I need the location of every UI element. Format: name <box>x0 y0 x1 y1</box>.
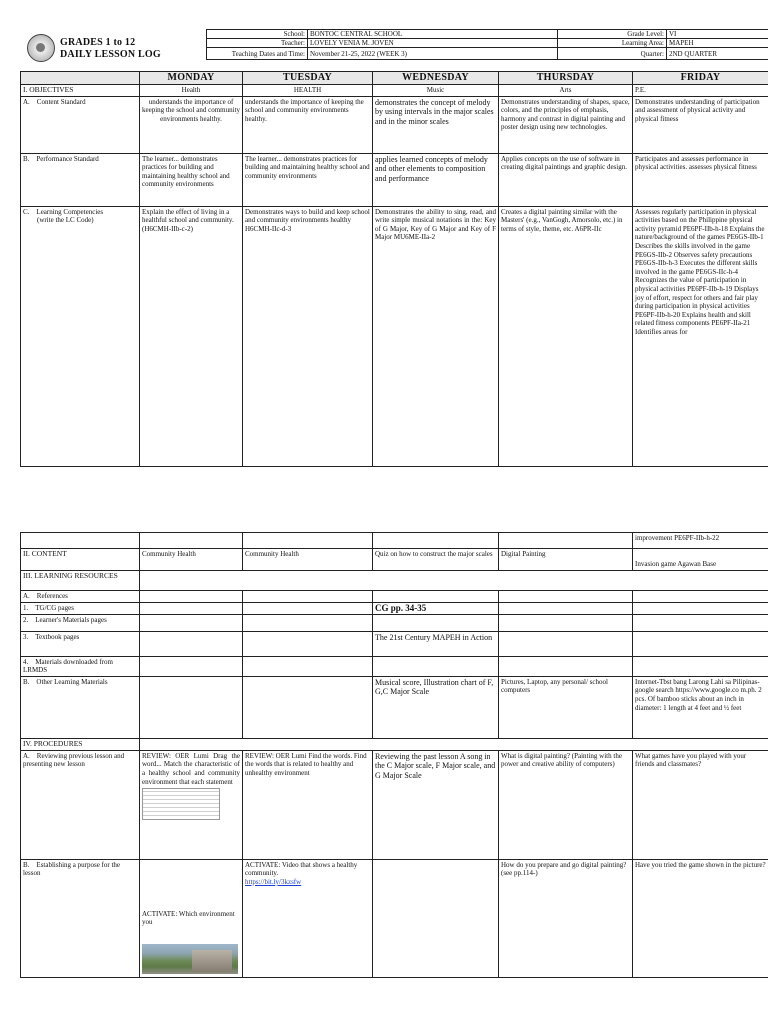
subject-monday: Health <box>140 85 243 97</box>
competencies-monday: Explain the effect of living in a healthful school and community. (H6CMH-IIb-c-2) <box>140 206 243 466</box>
purpose-thursday: How do you prepare and go digital painting? (see pp.114-) <box>499 859 633 977</box>
quarter-label: Quarter: <box>558 48 667 60</box>
continuation-blank-2 <box>140 533 243 549</box>
purpose-monday: ACTIVATE: Which environment you <box>140 859 243 977</box>
content-standard-label: A. Content Standard <box>21 96 140 153</box>
performance-standard-thursday: Applies concepts on the use of software in creating digital paintings and graphic design. <box>499 153 633 206</box>
content-friday: Invasion game Agawan Base <box>633 549 768 571</box>
content-monday: Community Health <box>140 549 243 571</box>
subject-thursday: Arts <box>499 85 633 97</box>
content-standard-thursday: Demonstrates understanding of shapes, space, colors, and the principles of emphasis, harmony and contrast in digital painting and poster design using new technologies. <box>499 96 633 153</box>
lesson-log-table-page-2 <box>20 532 768 978</box>
friday-continuation: improvement PE6PF-IIb-h-22 <box>633 533 768 549</box>
tg-pages-wednesday: CG pp. 34-35 <box>373 602 499 614</box>
performance-standard-label: B. Performance Standard <box>21 153 140 206</box>
competencies-thursday: Creates a digital painting similar with the Masters' (e.g., VanGogh, Amorsolo, etc.) in terms of style, theme, etc. A6PR-IIc <box>499 206 633 466</box>
quarter-value: 2ND QUARTER <box>667 48 768 60</box>
day-header-monday: MONDAY <box>140 72 243 85</box>
content-standard-monday: understands the importance of keeping the school and community environments healthy. <box>140 96 243 153</box>
review-friday: What games have you played with your friends and classmates? <box>633 750 768 859</box>
subject-friday: P.E. <box>633 85 768 97</box>
performance-standard-wednesday: applies learned concepts of melody and other elements to composition and performance <box>373 153 499 206</box>
grade-label: Grade Level: <box>558 30 667 39</box>
review-thursday: What is digital painting? (Painting with the power and creative ability of computers) <box>499 750 633 859</box>
textbook-pages-label: 3. Textbook pages <box>21 631 140 656</box>
content-section-label: II. CONTENT <box>21 549 140 571</box>
references-label: A. References <box>21 591 140 603</box>
content-standard-tuesday: understands the importance of keeping the school and community environments healthy. <box>243 96 373 153</box>
day-header-tuesday: TUESDAY <box>243 72 373 85</box>
continuation-blank-4 <box>373 533 499 549</box>
title-line-2: DAILY LESSON LOG <box>60 49 161 60</box>
subject-tuesday: HEALTH <box>243 85 373 97</box>
matching-activity-thumbnail <box>142 788 220 820</box>
teacher-label: Teacher: <box>207 39 308 48</box>
dates-value: November 21-25, 2022 (WEEK 3) <box>308 48 558 60</box>
review-monday: REVIEW: OER Lumi Drag the word... Match the characteristic of a healthy school and community environment that each statement <box>142 751 240 786</box>
continuation-blank-5 <box>499 533 633 549</box>
performance-standard-friday: Participates and assesses performance in physical activities. assesses physical fitness <box>633 153 768 206</box>
purpose-tuesday-cell <box>243 859 373 977</box>
lc-code-note: (write the LC Code) <box>37 216 94 225</box>
competencies-wednesday: Demonstrates the ability to sing, read, and write simple musical notations in the: Key of G Major, Key of G Major and Key of F Major MU6ME-IIa-2 <box>373 206 499 466</box>
other-materials-friday: Internet-Tbst bang Larong Lahi sa Pilipinas- google search https://www.google.co m.ph. 2 pcs. Of bamboo sticks about an inch in diameter: 1 length at 4 feet and ½ feet <box>633 676 768 738</box>
resources-blank <box>140 571 768 591</box>
lesson-log-table-page-1 <box>20 71 768 467</box>
other-materials-label: B. Other Learning Materials <box>21 676 140 738</box>
learning-competencies-label: C. Learning Competencies <box>23 207 104 216</box>
content-standard-friday: Demonstrates understanding of participation and assessment of physical activity and physical fitness <box>633 96 768 153</box>
resources-section-label: III. LEARNING RESOURCES <box>21 571 140 591</box>
content-standard-wednesday: demonstrates the concept of melody by using intervals in the major scales and in the minor scales <box>373 96 499 153</box>
school-value: BONTOC CENTRAL SCHOOL <box>308 30 558 39</box>
deped-seal-logo <box>27 34 55 62</box>
grade-value: VI <box>667 30 768 39</box>
performance-standard-monday: The learner... demonstrates practices for building and maintaining healthy school and community environments <box>140 153 243 206</box>
day-header-wednesday: WEDNESDAY <box>373 72 499 85</box>
continuation-blank-1 <box>21 533 140 549</box>
other-materials-wednesday: Musical score, Illustration chart of F, G,C Major Scale <box>373 676 499 738</box>
review-monday-cell <box>140 750 243 859</box>
video-link[interactable]: https://bit.ly/3kzsfw <box>245 877 302 886</box>
content-wednesday: Quiz on how to construct the major scales <box>373 549 499 571</box>
dates-label: Teaching Dates and Time: <box>207 48 308 60</box>
performance-standard-tuesday: The learner... demonstrates practices for building and maintaining healthy school and community environments <box>243 153 373 206</box>
content-tuesday: Community Health <box>243 549 373 571</box>
area-label: Learning Area: <box>558 39 667 48</box>
day-header-friday: FRIDAY <box>633 72 768 85</box>
title-line-1: GRADES 1 to 12 <box>60 37 136 48</box>
review-tuesday: REVIEW: OER Lumi Find the words. Find the words that is related to healthy and unhealthy environment <box>243 750 373 859</box>
subject-wednesday: Music <box>373 85 499 97</box>
day-header-blank <box>21 72 140 85</box>
tg-pages-label: 1. TG/CG pages <box>21 602 140 614</box>
review-wednesday: Reviewing the past lesson A song in the C Major scale, F Major scale, and G Major Scale <box>373 750 499 859</box>
competencies-friday: Assesses regularly participation in physical activities based on the Philippine physical activity pyramid PE6PF-IIb-h-18 Explains the nature/background of the games PE6GS-IIb-1 Describes the skills involved in the game PE6GS-IIb-2 Observes safety precautions PE6GS-IIb-h-3 Executes the different skills involved in the game PE6GS-IIc-h-4 Recognizes the value of participation in physical activities PE6PF-IIb-h-19 Displays joy of effort, respect for others and fair play during participation in physical activities PE6PF-IIb-h-20 Explains health and skill related fitness components PE6PF-IIa-21 Identifies areas for <box>633 206 768 466</box>
purpose-tuesday: ACTIVATE: Video that shows a healthy community. <box>245 860 358 878</box>
purpose-friday: Have you tried the game shown in the picture? <box>633 859 768 977</box>
teacher-value: LOVELY VENIA M. JOVEN <box>308 39 558 48</box>
document-title <box>60 37 161 61</box>
competencies-tuesday: Demonstrates ways to build and keep school and community environments healthy H6CMH-IIc-d-3 <box>243 206 373 466</box>
review-label: A. Reviewing previous lesson and presenting new lesson <box>21 750 140 859</box>
lm-pages-label: 2. Learner's Materials pages <box>21 614 140 631</box>
learning-competencies-cell <box>21 206 140 466</box>
day-header-thursday: THURSDAY <box>499 72 633 85</box>
school-label: School: <box>207 30 308 39</box>
procedures-section-label: IV. PROCEDURES <box>21 738 140 750</box>
lrmds-label: 4. Materials downloaded from LRMDS <box>21 656 140 676</box>
continuation-blank-3 <box>243 533 373 549</box>
environment-photo <box>142 944 238 974</box>
header-info-table <box>206 29 768 60</box>
purpose-label: B. Establishing a purpose for the lesson <box>21 859 140 977</box>
purpose-wednesday <box>373 859 499 977</box>
textbook-pages-wednesday: The 21st Century MAPEH in Action <box>373 631 499 656</box>
procedures-blank <box>140 738 768 750</box>
objectives-section-label: I. OBJECTIVES <box>21 85 140 97</box>
other-materials-thursday: Pictures, Laptop, any personal/ school computers <box>499 676 633 738</box>
content-thursday: Digital Painting <box>499 549 633 571</box>
area-value: MAPEH <box>667 39 768 48</box>
